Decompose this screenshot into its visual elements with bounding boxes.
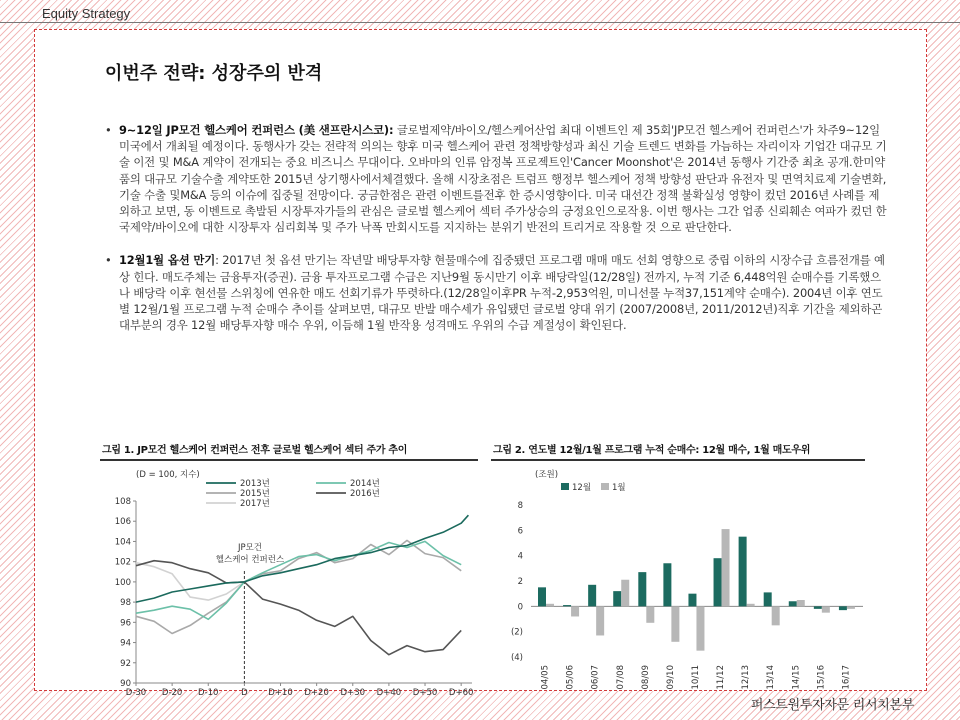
bar-jan (546, 604, 554, 607)
legend-label: 2017년 (240, 499, 270, 509)
y-tick-label: (4) (510, 653, 523, 663)
x-tick-label: D-30 (125, 688, 147, 698)
y-tick-label: 94 (120, 638, 131, 649)
legend-label: 2013년 (240, 479, 270, 489)
bullet-dot-icon: • (105, 123, 112, 137)
bar-dec (764, 592, 772, 606)
category-label: 06/07 (590, 665, 601, 690)
series-line-0 (136, 515, 468, 602)
category-label: 11/12 (716, 665, 727, 690)
bar-jan (822, 606, 830, 612)
y-tick-label: 102 (114, 557, 131, 568)
report-page (34, 29, 927, 698)
bar-dec (814, 606, 822, 609)
y-tick-label: 4 (517, 551, 523, 562)
category-label: 16/17 (841, 665, 852, 690)
program-net-buy-bar-chart (491, 461, 865, 699)
bullet-heading: 12월1월 옵션 만기 (119, 253, 216, 268)
bar-dec (789, 601, 797, 606)
y-tick-label: 104 (114, 537, 131, 548)
y-tick-label: (2) (510, 627, 523, 638)
bar-dec (739, 537, 747, 607)
header-divider (0, 22, 960, 23)
report-category-label: Equity Strategy (42, 6, 131, 21)
figure-2-title: 그림 2. 연도별 12월/1월 프로그램 누적 순매수: 12월 매수, 1월 매도우위 (491, 443, 865, 461)
legend-label: 12월 (572, 483, 592, 493)
x-tick-label: D-20 (161, 688, 183, 698)
x-tick-label: D+20 (304, 688, 329, 698)
y-tick-label: 2 (517, 577, 523, 587)
y-tick-label: 98 (120, 598, 131, 609)
series-line-1 (136, 541, 461, 619)
category-label: 05/06 (565, 665, 576, 690)
bar-jan (596, 606, 604, 635)
y-tick-label: 92 (120, 658, 131, 669)
category-label: 12/13 (741, 665, 752, 690)
series-line-2 (136, 540, 461, 633)
y-tick-label: 108 (114, 497, 131, 507)
category-label: 07/08 (615, 665, 626, 690)
category-label: 10/11 (691, 665, 701, 690)
bullet-jpmorgan-conference (105, 122, 887, 235)
y-tick-label: 96 (120, 618, 131, 629)
bar-dec (563, 605, 571, 606)
bar-jan (847, 606, 855, 609)
bar-jan (797, 600, 805, 606)
chart2-unit-label: (조원) (535, 470, 559, 480)
bar-jan (671, 606, 679, 641)
bullet-list (105, 122, 887, 333)
y-tick-label: 100 (114, 577, 131, 588)
legend-label: 2014년 (350, 479, 380, 489)
category-label: 14/15 (791, 665, 802, 690)
bullet-dot-icon: • (105, 253, 112, 268)
legend-label: 1월 (612, 483, 626, 493)
category-label: 15/16 (816, 665, 827, 690)
y-tick-label: 8 (517, 501, 523, 511)
x-tick-label: D+40 (376, 688, 402, 698)
category-label: 04/05 (540, 665, 551, 690)
bullet-body: : 2017년 첫 옵션 만기는 작년말 배당투자향 현물매수에 집중됐던 프로그램 매매 매도 선회 영향으로 중립 이하의 시장수급 흐름전개를 예상 힌다. 매도주체는 금융투자(증권). 금융 투자프로그램 수급은 지난9월 동시만기 이후 배당락일(12/28일) 전까지, 누적 기준 6,448억원 순매수를 기록했으나 배당락 이후 현선물 스위칭에 연유한 매도 선회기류가 뚜렷하다.(12/28일이후PR 누적-2,953억원, 미니선물 누적37,151계약 순매수). 2004년 이후 연도별 12월/1월 프로그램 누적 순매수 추이를 살펴보면, 대규모 반발 매수세가 유입됐던 글로벌 양대 위기 (2007/2008년, 2011/2012년)직후 기간을 제외하곤 대부분의 경우 12월 배당투자향 매수 우위, 이듬해 1월 반작용 성격매도 우위의 수급 계절성이 확인된다. (119, 253, 885, 333)
y-tick-label: 6 (517, 526, 523, 537)
y-tick-label: 106 (114, 517, 131, 528)
healthcare-index-line-chart (100, 461, 478, 699)
bar-dec (588, 585, 596, 607)
bar-dec (714, 558, 722, 606)
bar-jan (747, 604, 755, 607)
x-tick-label: D+30 (340, 688, 366, 698)
x-tick-label: D+50 (412, 688, 438, 698)
x-tick-label: D+60 (448, 688, 474, 698)
conference-annotation: JP모건 (237, 543, 263, 553)
bullet-heading: 9~12일 JP모건 헬스케어 컨퍼런스 (美 샌프란시스코): (119, 123, 394, 137)
page-title: 이번주 전략: 성장주의 반격 (105, 63, 323, 84)
bar-dec (663, 563, 671, 606)
conference-annotation: 헬스케어 컨퍼런스 (215, 555, 285, 565)
bar-jan (571, 606, 579, 616)
y-tick-label: 0 (517, 602, 523, 613)
chart1-unit-label: (D = 100, 지수) (136, 470, 200, 480)
bar-dec (538, 587, 546, 606)
figure-1 (100, 443, 478, 699)
legend-label: 2016년 (350, 489, 380, 499)
x-tick-label: D (241, 688, 248, 698)
figure-2 (491, 443, 865, 699)
footer-research-dept: 퍼스트원투자자문 리서치본부 (750, 698, 914, 713)
bar-jan (722, 529, 730, 606)
bar-dec (613, 591, 621, 606)
legend-swatch (561, 483, 569, 490)
category-label: 13/14 (766, 665, 777, 690)
bar-jan (621, 580, 629, 607)
bar-jan (772, 606, 780, 625)
figure-1-title: 그림 1. JP모건 헬스케어 컨퍼런스 전후 글로벌 헬스케어 섹터 주가 추이 (100, 443, 478, 461)
y-tick-label: 90 (120, 679, 131, 689)
bullet-option-expiry (105, 252, 887, 333)
bullet-body: 글로벌제약/바이오/헬스케어산업 최대 이벤트인 제 35회'JP모건 헬스케어 컨퍼런스'가 차주9~12일 미국에서 개최될 예정이다. 동행사가 갖는 전략적 의의는 향후 미국 헬스케어 관련 정책방향성과 최신 기술 트렌드 변화를 가늠하는 자리이자 기업간 대규모 기술 이전 및 M&A 계약이 전개되는 중요 비즈니스 무대이다. 오바마의 인류 암정복 프로젝트인'Cancer Moonshot'은 2014년 동행사 기간중 최초 공개.한미약품의 대규모 기술수출 계약또한 2015년 상기행사에서체결했다. 올해 시장초점은 트럼프 행정부 헬스케어 정책 방향성 판단과 유전자 및 면역치료제 기술변화,기술 수출 및M&A 등의 이슈에 집중될 전망이다. 궁금한점은 관련 이벤트를전후 한 증시영향이다. 미국 대선간 정책 불확실성 영향이 컸던 2016년 사례를 제외하고 보면, 동 이벤트로 촉발된 시장투자가들의 관심은 글로벌 헬스케어 섹터 주가상승의 긍정요인으로작용. 이번 행사는 그간 업종 신뢰훼손 여파가 컸던 한국제약/바이오에 대한 시장투자 심리회복 및 주가 낙폭 만회시도를 지지하는 분위기 반전의 트리거로 작용할 것 으로 판단한다. (119, 123, 887, 235)
bar-jan (646, 606, 654, 622)
legend-label: 2015년 (240, 489, 270, 499)
bar-dec (688, 594, 696, 607)
bar-dec (638, 572, 646, 606)
category-label: 08/09 (640, 665, 651, 690)
legend-swatch (601, 483, 609, 490)
x-tick-label: D-10 (198, 688, 219, 698)
x-tick-label: D+10 (268, 688, 293, 698)
category-label: 09/10 (665, 665, 676, 690)
bar-dec (839, 606, 847, 610)
bar-jan (696, 606, 704, 650)
